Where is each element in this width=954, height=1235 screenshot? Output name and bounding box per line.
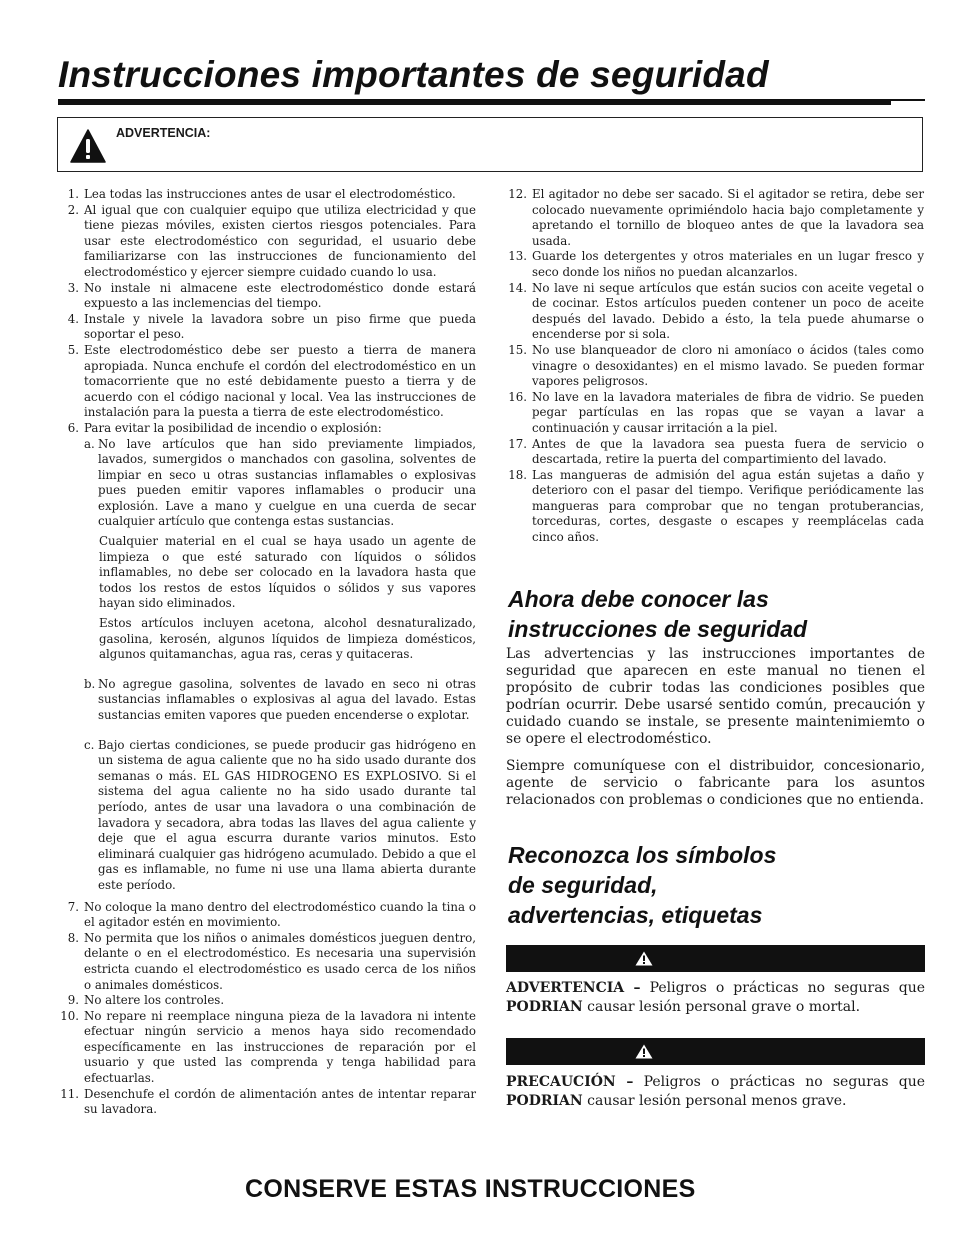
footer-conserve: CONSERVE ESTAS INSTRUCCIONES — [245, 1175, 696, 1203]
list-item: 13. Guarde los detergentes y otros materiales en un lugar fresco y seco donde los niños no puedan alcanzarlos. — [508, 249, 924, 279]
title-rule — [58, 99, 891, 105]
warning-box — [57, 117, 923, 172]
warning-signal-bar — [506, 945, 925, 972]
know-paragraph-2: Siempre comuníquese con el distribuidor, concesionario, agente de servicio o fabricante para los asuntos relacionados con problemas o condiciones que no entienda. — [506, 758, 925, 808]
title-rule-thin — [891, 99, 925, 101]
list-item: 4. Instale y nivele la lavadora sobre un piso firme que pueda soportar el peso. — [67, 311, 476, 342]
list-item: 8. No permita que los niños o animales domésticos jueguen dentro, delante o en el electrodoméstico. Es necesaria una supervisión estricta cuando el electrodoméstico es usado cerca de los niños o animales domésticos. — [67, 930, 476, 992]
caution-definition: PRECAUCIÓN – Peligros o prácticas no seguras que PODRIAN causar lesión personal menos grave. — [506, 1074, 925, 1109]
warning-triangle-icon — [635, 1044, 653, 1059]
warning-triangle-icon — [635, 951, 653, 966]
list-item: 7. No coloque la mano dentro del electrodoméstico cuando la tina o el agitador estén en movimiento. — [67, 899, 476, 930]
list-item: 16. No lave en la lavadora materiales de fibra de vidrio. Se pueden pegar partículas en las ropas que se vayan a lavar a continuación y causar irritación a la piel. — [508, 389, 924, 435]
list-item: 1. Lea todas las instrucciones antes de usar el electrodoméstico. — [67, 187, 456, 201]
list-item: 5. Este electrodoméstico debe ser puesto a tierra de manera apropiada. Nunca enchufe el cordón del electrodoméstico en un tomacorriente que no esté debidamente puesto a tierra y de acuerdo con el código nacional y local. Vea las instrucciones de instalación para la puesta a tierra de este electrodoméstico. — [67, 342, 476, 420]
list-item: 14. No lave ni seque artículos que están sucios con aceite vegetal o de cocinar. Estos artículos pueden contener un poco de aceite después del lavado. Debido a ésto, la tela puede ahumarse o encenderse por si sola. — [508, 280, 924, 342]
list-item: 17. Antes de que la lavadora sea puesta fuera de servicio o descartada, retire la puerta del compartimiento del lavado. — [508, 436, 924, 467]
section-heading-know: Ahora debe conocer las instrucciones de seguridad — [508, 586, 808, 642]
safety-list-left — [58, 187, 476, 1118]
list-item: 11. Desenchufe el cordón de alimentación antes de intentar reparar su lavadora. — [60, 1086, 476, 1117]
list-item: 12. El agitador no debe ser sacado. Si el agitador se retira, debe ser colocado nuevamente oprimiéndolo hacia bajo completamente y apretando el tornillo de bloqueo antes de que la lavadora sea usada. — [508, 187, 924, 248]
sub-paragraph: Cualquier material en el cual se haya usado un agente de limpieza o que esté saturado con líquidos o sólidos inflamables, no debe ser colocado en la lavadora hasta que todos los restos de estos líquidos o sólidos y sus vapores hayan sido eliminados. — [99, 534, 476, 611]
caution-signal-bar — [506, 1038, 925, 1065]
list-item: 10. No repare ni reemplace ninguna pieza de la lavadora ni intente efectuar ningún servicio a menos haya sido recomendado específicamente en las instrucciones de reparación por el usuario y que usted las comprenda y tenga habilidad para efectuarlas. — [60, 1008, 476, 1086]
warning-label: ADVERTENCIA: — [116, 126, 211, 140]
warning-triangle-icon — [70, 129, 106, 167]
list-item: 2. Al igual que con cualquier equipo que utiliza electricidad y que tiene piezas móviles, existen ciertos riesgos potenciales. Para usar este electrodoméstico con seguridad, el usuario debe familiarizarse con las instrucciones de funcionamiento del electrodoméstico y ejercer siempre cuidado cuando lo usa. — [67, 202, 476, 279]
sub-item-a: a. No lave artículos que han sido previamente limpiados, lavados, sumergidos o manchados con gasolina, solventes de limpiar en seco u otras sustancias inflamables o explosivas pues pueden emitir vapores inflamables o producir una explosión. Lave a mano y cuelgue en una cuerda de secar cualquier artículo que contenga estas sustancias. — [84, 436, 476, 529]
list-item: 18. Las mangueras de admisión del agua están sujetas a daño y deterioro con el pasar del tiempo. Verifique periódicamente las mangueras para comprobar que no tengan protuberancias, torceduras, cortes, desgaste o escapes y reemplácelas cada cinco años. — [508, 467, 924, 545]
list-item: 15. No use blanqueador de cloro ni amoníaco o ácidos (tales como vinagre o desoxidantes) en el mismo lavado. Se pueden formar vapores peligrosos. — [508, 342, 924, 389]
sub-item-b: b. No agregue gasolina, solventes de lavado en seco ni otras sustancias inflamables o explosivas al agua del lavado. Estas sustancias emiten vapores que pueden encenderse o explotar. — [84, 676, 476, 722]
know-paragraph-1: Las advertencias y las instrucciones importantes de seguridad que aparecen en este manual no tienen el propósito de cubrir todas las condiciones posibles que podrían ocurrir. Debe usarsé sentido común, precaución y cuidado cuando se instale, se presente maintenimiemto o se opere el electrodoméstico. — [506, 646, 925, 747]
list-item: 3. No instale ni almacene este electrodoméstico donde estará expuesto a las inclemencias del tiempo. — [67, 280, 476, 311]
safety-list-right — [506, 187, 924, 546]
page-title: Instrucciones importantes de seguridad — [58, 54, 769, 95]
list-item: 9. No altere los controles. — [67, 993, 225, 1008]
sub-paragraph: Estos artículos incluyen acetona, alcohol desnaturalizado, gasolina, kerosén, algunos líquidos de limpieza domésticos, algunos quitamanchas, agua ras, ceras y quitaceras. — [99, 616, 476, 662]
section-heading-symbols: Reconozca los símbolos de seguridad, advertencias, etiquetas — [508, 842, 777, 928]
sub-item-c: c. Bajo ciertas condiciones, se puede producir gas hidrógeno en un sistema de agua caliente que no ha sido usado durante dos semanas o más. EL GAS HIDROGENO ES EXPLOSIVO. Si el sistema del agua caliente no ha sido usado durante tal período, antes de usar una lavadora o una combinación de lavadora y secadora, abra todas las llaves del agua caliente y deje que el agua escurra durante varios minutos. Esto eliminará cualquier gas hidrógeno acumulado. Debido a que el gas es inflamable, no fume ni use una llama abierta durante este período. — [84, 737, 476, 892]
list-item: 6. Para evitar la posibilidad de incendio o explosión: — [67, 420, 382, 435]
warning-definition: ADVERTENCIA – Peligros o prácticas no seguras que PODRIAN causar lesión personal grave o mortal. — [506, 980, 925, 1015]
